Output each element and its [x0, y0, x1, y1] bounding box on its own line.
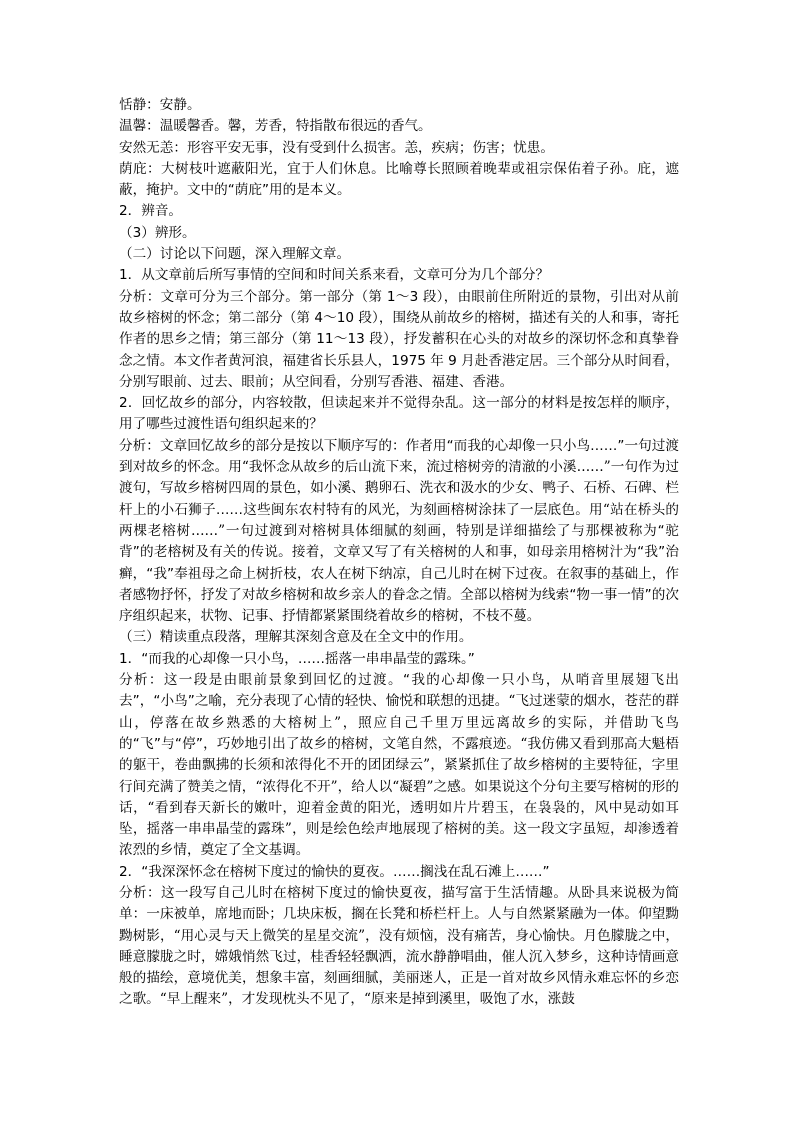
- question-2: 2．回忆故乡的部分，内容较散，但读起来并不觉得杂乱。这一部分的材料是按怎样的顺序，用了哪些过渡性语句组织起来的？: [119, 395, 679, 433]
- analysis-quote: “原来是掉到溪里，吸饱了水，涨鼓: [364, 991, 575, 1008]
- analysis-quote: “飞过迷蒙的烟水，苍茫的群山，停落在故乡熟悉的大榕树上”: [119, 693, 679, 731]
- analysis-quote: “用心灵与天上微笑的星星交流”: [173, 927, 366, 944]
- answer-1: 分析：文章可分为三个部分。第一部分（第 1～3 段），由眼前住所附近的景物，引出对从前故乡榕树的怀念；第二部分（第 4～10 段），围绕从前故乡的榕树，描述有关的人和事，寄托作者的思乡之情；第三部分（第 11～13 段），抒发蓄积在心头的对故乡的深切怀念和真挚眷念之情。本文作者黄河浪，福建省长乐县人，1975 年 9 月赴香港定居。三个部分从时间看，分别写眼前、过去、眼前；从空间看，分别写香港、福建、香港。: [119, 288, 679, 390]
- analysis-quote: “看到春天新长的嫩叶，迎着金黄的阳光，透明如片片碧玉，在袅袅的，风中晃动如耳坠，摇落一串串晶莹的露珠”: [119, 799, 680, 838]
- answer-2-quote: “站在桥头的两棵老榕树……”: [119, 501, 680, 539]
- answer-2: [119, 436, 679, 628]
- analysis-quote: “早上醒来”: [159, 991, 229, 1008]
- answer-2-quote: “我怀念从故乡的后山流下来，流过榕树旁的清澈的小溪……”: [241, 459, 611, 476]
- analysis-quote: “浓得化不开”: [255, 778, 338, 795]
- definition-wenxin: 温馨：温暖馨香。馨，芳香，特指散布很远的香气。: [119, 118, 432, 135]
- analysis-text: 分析：这一段是由眼前景象到回忆的过渡。“我的心却像一只小鸟，从哨音里展翅飞出去”，“小鸟”之喻，充分表现了心情的轻快、愉悦和联想的迅捷。: [119, 672, 679, 710]
- passage-2-analysis: [119, 883, 679, 1011]
- item-shape: （3）辨形。: [119, 224, 196, 241]
- analysis-text: 分析：这一段写自己儿时在榕树下度过的愉快夏夜，描写富于生活情趣。从卧具来说极为简单：一床被单，席地而卧；几块床板，搁在长凳和桥栏杆上。人与自然紧紧融为一体。仰望黝黝树影，: [119, 884, 679, 944]
- analysis-text: ，给人以: [337, 778, 393, 795]
- passage-1-title: 1．“而我的心却像一只小鸟，……摇落一串串晶莹的露珠。”: [119, 650, 475, 667]
- passage-2-title: 2．“我深深怀念在榕树下度过的愉快的夏夜。……搁浅在乱石滩上……”: [119, 863, 550, 880]
- passage-1-analysis: [119, 670, 679, 862]
- analysis-text: ，则是绘色绘声地展现了榕树的美。这一段文字虽短，却渗透着浓烈的乡情，奠定了全文基调。: [119, 821, 680, 859]
- analysis-text: ，没有烦恼，没有痛苦，身心愉快。月色朦胧之中，睡意朦胧之时，嫦娥悄然飞过，桂香轻轻飘洒，流水静静唱曲，催人沉入梦乡，这种诗情画意般的描绘，意境优美，想象丰富，刻画细腻，美丽迷人，正是一首对故乡风情永难忘怀的乡恋之歌。: [119, 927, 680, 1008]
- definition-yinbi: 荫庇：大树枝叶遮蔽阳光，宜于人们休息。比喻尊长照顾着晚辈或祖宗保佑着子孙。庇，遮蔽，掩护。文中的“荫庇”用的是本义。: [119, 160, 679, 199]
- definition-tianjing: 恬静：安静。: [119, 97, 201, 113]
- item-pronunciation: 2．辨音。: [119, 203, 183, 220]
- analysis-text: ，才发现枕头不见了，: [228, 991, 364, 1008]
- analysis-text: ，照应自己千里万里远离故乡的实际，并借助飞鸟的“飞”与“停”，巧妙地引出了故乡的榕树，文笔自然，不露痕迹。: [119, 714, 680, 752]
- analysis-text: 之感。如果说这个分句主要写榕树的形的话，: [119, 778, 680, 816]
- analysis-text: ，紧紧抓住了故乡榕树的主要特征，字里行间充满了赞美之情，: [119, 757, 679, 795]
- answer-2-text: 分析：文章回忆故乡的部分是按以下顺序写的：作者用“而我的心却像一只小鸟……”一句过渡到对故乡的怀念。用: [119, 437, 679, 476]
- answer-2-text: 一句作为过渡句，写故乡榕树四周的景色，如小溪、鹅卵石、洗衣和汲水的少女、鸭子、石桥、石碑、栏杆上的小石狮子……这些闽东农村特有的风光，为刻画榕树涂抹了一层底色。用: [119, 459, 680, 518]
- question-1: 1．从文章前后所写事情的空间和时间关系来看，文章可分为几个部分？: [119, 267, 550, 284]
- analysis-quote: “我仿佛又看到那高大魁梧的躯干，卷曲飘拂的长须和浓得化不开的团团绿云”: [119, 735, 680, 774]
- answer-2-text: 一句过渡到对榕树具体细腻的刻画，特别是详细描绘了与那棵被称为“驼背”的老榕树及有关的传说。接着，文章又写了有关榕树的人和事，如母亲用榕树汁为“我”治癣，“我”奉祖母之命上树折枝，农人在树下纳凉，自己儿时在树下过夜。在叙事的基础上，作者感物抒怀，抒发了对故乡榕树和故乡亲人的眷念之情。全部以榕树为线索“物一事一情”的次序组织起来，状物、记事、抒情都紧紧围绕着故乡的榕树，不枝不蔓。: [119, 522, 679, 625]
- definition-anranwuyang: 安然无恙：形容平安无事，没有受到什么损害。恙，疾病；伤害；忧患。: [119, 139, 554, 156]
- section-heading-close-reading: （三）精读重点段落，理解其深刻含意及在全文中的作用。: [119, 629, 473, 646]
- analysis-quote: “凝碧”: [392, 778, 434, 795]
- section-heading-discussion: （二）讨论以下问题，深入理解文章。: [119, 246, 351, 263]
- document-page: [119, 95, 679, 1011]
